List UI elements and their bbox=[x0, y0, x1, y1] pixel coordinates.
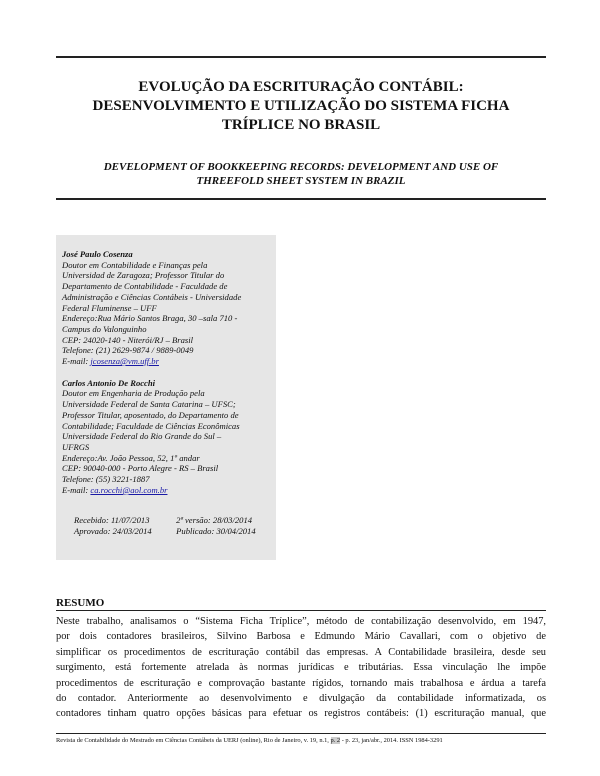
title-bottom-rule bbox=[56, 198, 546, 200]
author-1-line: Federal Fluminense – UFF bbox=[62, 302, 157, 313]
author-1-line: Universidad de Zaragoza; Professor Titular do bbox=[62, 270, 225, 281]
author-1-name: José Paulo Cosenza bbox=[62, 249, 133, 259]
author-1-line: Telefone: (21) 2629-9874 / 9889-0049 bbox=[62, 345, 194, 356]
footer-citation-start: Revista de Contabilidade do Mestrado em Ciências Contábeis da UERJ (online), Rio de Janeiro, v. 19, n.1, bbox=[56, 737, 331, 744]
footer-citation-end: - p. 23, jan/abr., 2014. ISSN 1984-3291 bbox=[340, 737, 443, 744]
footer-page-number: p. 2 bbox=[330, 737, 341, 744]
received-date: Recebido: 11/07/2013 bbox=[74, 515, 150, 526]
abstract-heading-rule bbox=[56, 610, 546, 611]
abstract-line: do contador. Anteriormente ao desenvolvimento e divulgação da contabilidade informatizada, os bbox=[56, 693, 546, 705]
abstract-line: procedimentos de escrituração e comprovação bastante rígidos, tornando mais trabalhosa e árdua a tarefa bbox=[56, 677, 546, 689]
title-portuguese bbox=[56, 78, 546, 135]
author-2-line: UFRGS bbox=[62, 441, 90, 452]
author-2-line: Doutor em Engenharia de Produção pela bbox=[62, 388, 205, 399]
author-2-line: Professor Titular, aposentado, do Departamento de bbox=[62, 409, 239, 420]
author-1-line: Campus do Valonguinho bbox=[62, 323, 147, 334]
author-1-line: Doutor em Contabilidade e Finanças pela bbox=[62, 259, 208, 270]
second-version-date: 2ª versão: 28/03/2014 bbox=[176, 515, 253, 526]
title-en-line-2: THREEFOLD SHEET SYSTEM IN BRAZIL bbox=[196, 175, 406, 187]
author-1-email-link[interactable]: jcosenza@vm.uff.br bbox=[90, 356, 159, 367]
journal-footer bbox=[56, 736, 546, 745]
abstract-line: contadores tinham quatro opções básicas para efetuar os registros contábeis: (1) escrituração manual, que bbox=[56, 708, 546, 720]
top-rule bbox=[56, 56, 546, 58]
abstract-body bbox=[56, 614, 546, 722]
abstract-heading: RESUMO bbox=[56, 597, 105, 609]
abstract-line: simplificar os procedimentos de escrituração contábil das empresas. A Contabilidade brasileira, desde seu bbox=[56, 646, 546, 658]
author-1-line: CEP: 24020-140 - Niterói/RJ – Brasil bbox=[62, 334, 194, 345]
author-2-email-link[interactable]: ca.rocchi@aol.com.br bbox=[90, 484, 168, 495]
author-2-line: Endereço:Av. João Pessoa, 52, 1º andar bbox=[62, 452, 200, 463]
title-english bbox=[70, 160, 532, 188]
dates-row-1 bbox=[74, 515, 270, 526]
title-pt-line-3: TRÍPLICE NO BRASIL bbox=[221, 117, 381, 133]
author-2-line: Contabilidade; Faculdade de Ciências Econômicas bbox=[62, 420, 240, 431]
footer-rule bbox=[56, 733, 546, 734]
dates-row-2 bbox=[74, 526, 270, 537]
author-2-name: Carlos Antonio De Rocchi bbox=[62, 377, 156, 388]
approved-date: Aprovado: 24/03/2014 bbox=[74, 526, 152, 537]
author-info-box bbox=[56, 235, 276, 560]
author-2-email-row bbox=[62, 485, 270, 496]
author-1-line: Departamento de Contabilidade - Faculdade de bbox=[62, 281, 228, 292]
published-date: Publicado: 30/04/2014 bbox=[176, 526, 256, 537]
title-pt-line-2: DESENVOLVIMENTO E UTILIZAÇÃO DO SISTEMA FICHA bbox=[92, 98, 510, 114]
submission-dates bbox=[62, 515, 270, 536]
author-2-line: Universidade Federal do Rio Grande do Sul – bbox=[62, 431, 222, 442]
author-1-line: Administração e Ciências Contábeis - Universidade bbox=[62, 291, 242, 302]
author-2-line: Telefone: (55) 3221-1887 bbox=[62, 474, 150, 485]
abstract-line: por dois contadores brasileiros, Silvino Barbosa e Edmundo Mário Cavallari, com o objetivo de bbox=[56, 631, 546, 643]
author-1-email-row bbox=[62, 356, 270, 367]
abstract-line: Neste trabalho, analisamos o “Sistema Ficha Tríplice”, método de contabilização desenvolvido, em 1947, bbox=[56, 616, 546, 627]
author-2-line: CEP: 90040-000 - Porto Alegre - RS – Brasil bbox=[62, 463, 219, 474]
author-1-email-label: E-mail: bbox=[62, 356, 89, 367]
author-spacer bbox=[62, 367, 270, 378]
title-en-line-1: DEVELOPMENT OF BOOKKEEPING RECORDS: DEVELOPMENT AND USE OF bbox=[103, 161, 499, 173]
author-2-line: Universidade Federal de Santa Catarina – UFSC; bbox=[62, 399, 236, 410]
author-2-email-label: E-mail: bbox=[62, 484, 89, 495]
abstract-line: surgimento, está fortemente atrelada às normas jurídicas e tributárias. Essa vinculação lhe impõe bbox=[56, 662, 546, 674]
author-1-line: Endereço:Rua Mário Santos Braga, 30 –sala 710 - bbox=[62, 313, 238, 324]
title-pt-line-1: EVOLUÇÃO DA ESCRITURAÇÃO CONTÁBIL: bbox=[138, 79, 464, 95]
